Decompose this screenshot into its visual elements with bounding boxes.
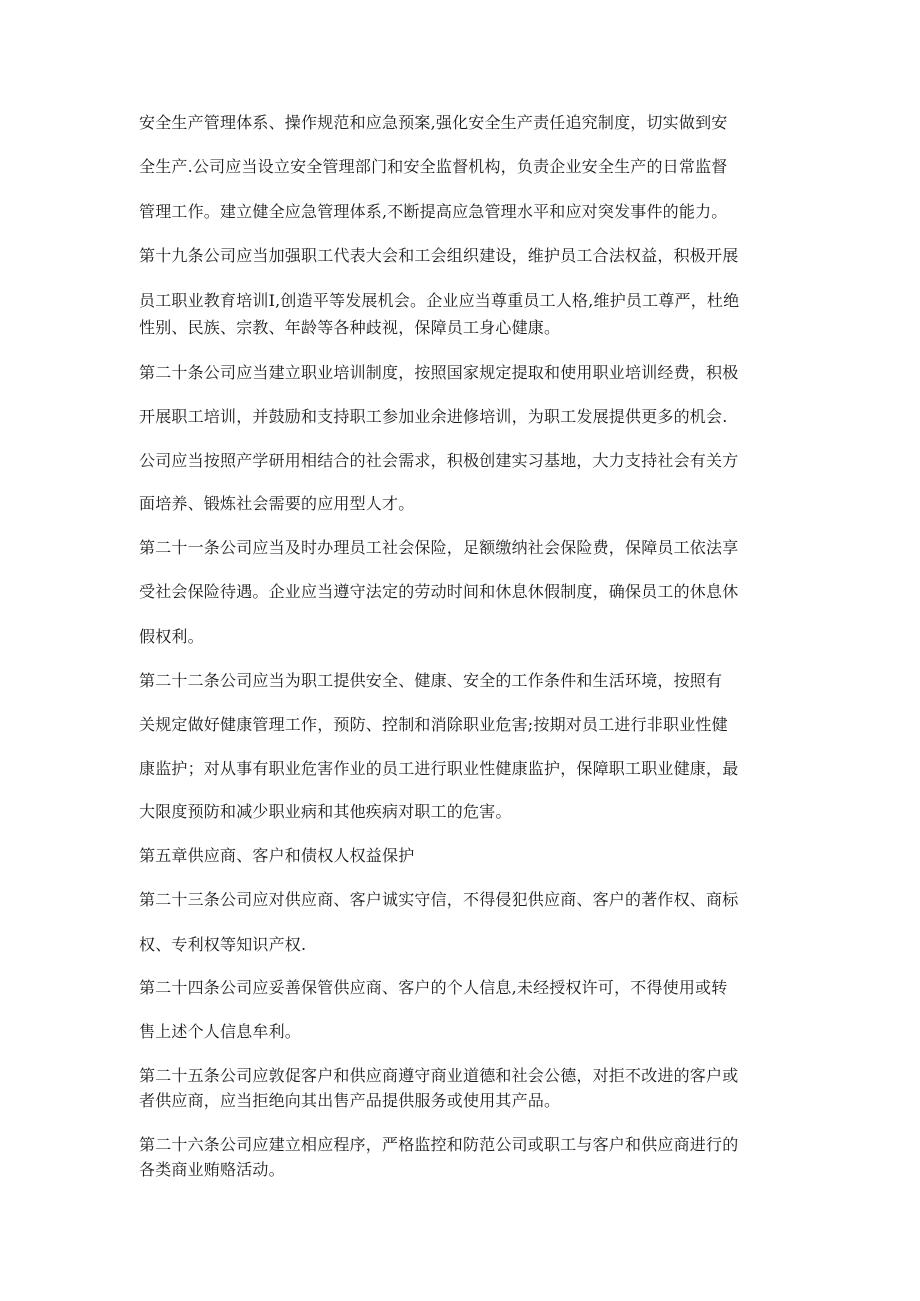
text-line: 安全生产管理体系、操作规范和应急预案,强化安全生产责任追究制度，切实做到安 xyxy=(139,113,728,132)
text-line: 公司应当按照产学研用相结合的社会需求，积极创建实习基地，大力支持社会有关方 xyxy=(139,451,739,470)
text-line: 第二十条公司应当建立职业培训制度，按照国家规定提取和使用职业培训经费，积极 xyxy=(139,363,739,382)
text-line: 康监护；对从事有职业危害作业的员工进行职业性健康监护，保障职工职业健康，最 xyxy=(139,759,739,778)
text-line: 第二十四条公司应妥善保管供应商、客户的个人信息,未经授权许可，不得使用或转 xyxy=(139,978,728,997)
text-line: 第十九条公司应当加强职工代表大会和工会组织建设，维护员工合法权益，积极开展 xyxy=(139,246,739,265)
section-heading: 第五章供应商、客户和债权人权益保护 xyxy=(139,846,415,865)
text-line: 管理工作。建立健全应急管理体系,不断提高应急管理水平和应对突发事件的能力。 xyxy=(139,202,728,221)
text-line: 员工职业教育培训Ⅰ,创造平等发展机会。企业应当尊重员工人格,维护员工尊严，杜绝 xyxy=(139,291,740,310)
text-line: 面培养、锻炼社会需要的应用型人才。 xyxy=(139,494,415,513)
text-line: 大限度预防和减少职业病和其他疾病对职工的危害。 xyxy=(139,802,512,821)
text-line: 第二十六条公司应建立相应程序，严格监控和防范公司或职工与客户和供应商进行的 xyxy=(139,1135,739,1154)
text-line: 性别、民族、宗教、年龄等各种歧视，保障员工身心健康。 xyxy=(139,318,561,337)
text-line: 售上述个人信息牟利。 xyxy=(139,1022,302,1041)
text-line: 关规定做好健康管理工作，预防、控制和消除职业危害;按期对员工进行非职业性健 xyxy=(139,715,728,734)
text-line: 者供应商，应当拒绝向其出售产品提供服务或使用其产品。 xyxy=(139,1091,561,1110)
text-line: 受社会保险待遇。企业应当遵守法定的劳动时间和休息休假制度，确保员工的休息休 xyxy=(139,582,739,601)
text-line: 全生产.公司应当设立安全管理部门和安全监督机构，负责企业安全生产的日常监督 xyxy=(139,157,728,176)
text-line: 开展职工培训，并鼓励和支持职工参加业余进修培训，为职工发展提供更多的机会. xyxy=(139,407,728,426)
text-line: 假权利。 xyxy=(139,627,204,646)
text-line: 第二十三条公司应对供应商、客户诚实守信，不得侵犯供应商、客户的著作权、商标 xyxy=(139,890,739,909)
text-line: 各类商业贿赂活动。 xyxy=(139,1160,285,1179)
text-line: 第二十二条公司应当为职工提供安全、健康、安全的工作条件和生活环境，按照有 xyxy=(139,671,723,690)
text-line: 第二十一条公司应当及时办理员工社会保险，足额缴纳社会保险费，保障员工依法享 xyxy=(139,538,739,557)
text-line: 第二十五条公司应敦促客户和供应商遵守商业道德和社会公德，对拒不改进的客户或 xyxy=(139,1066,739,1085)
text-line: 权、专利权等知识产权. xyxy=(139,935,307,954)
